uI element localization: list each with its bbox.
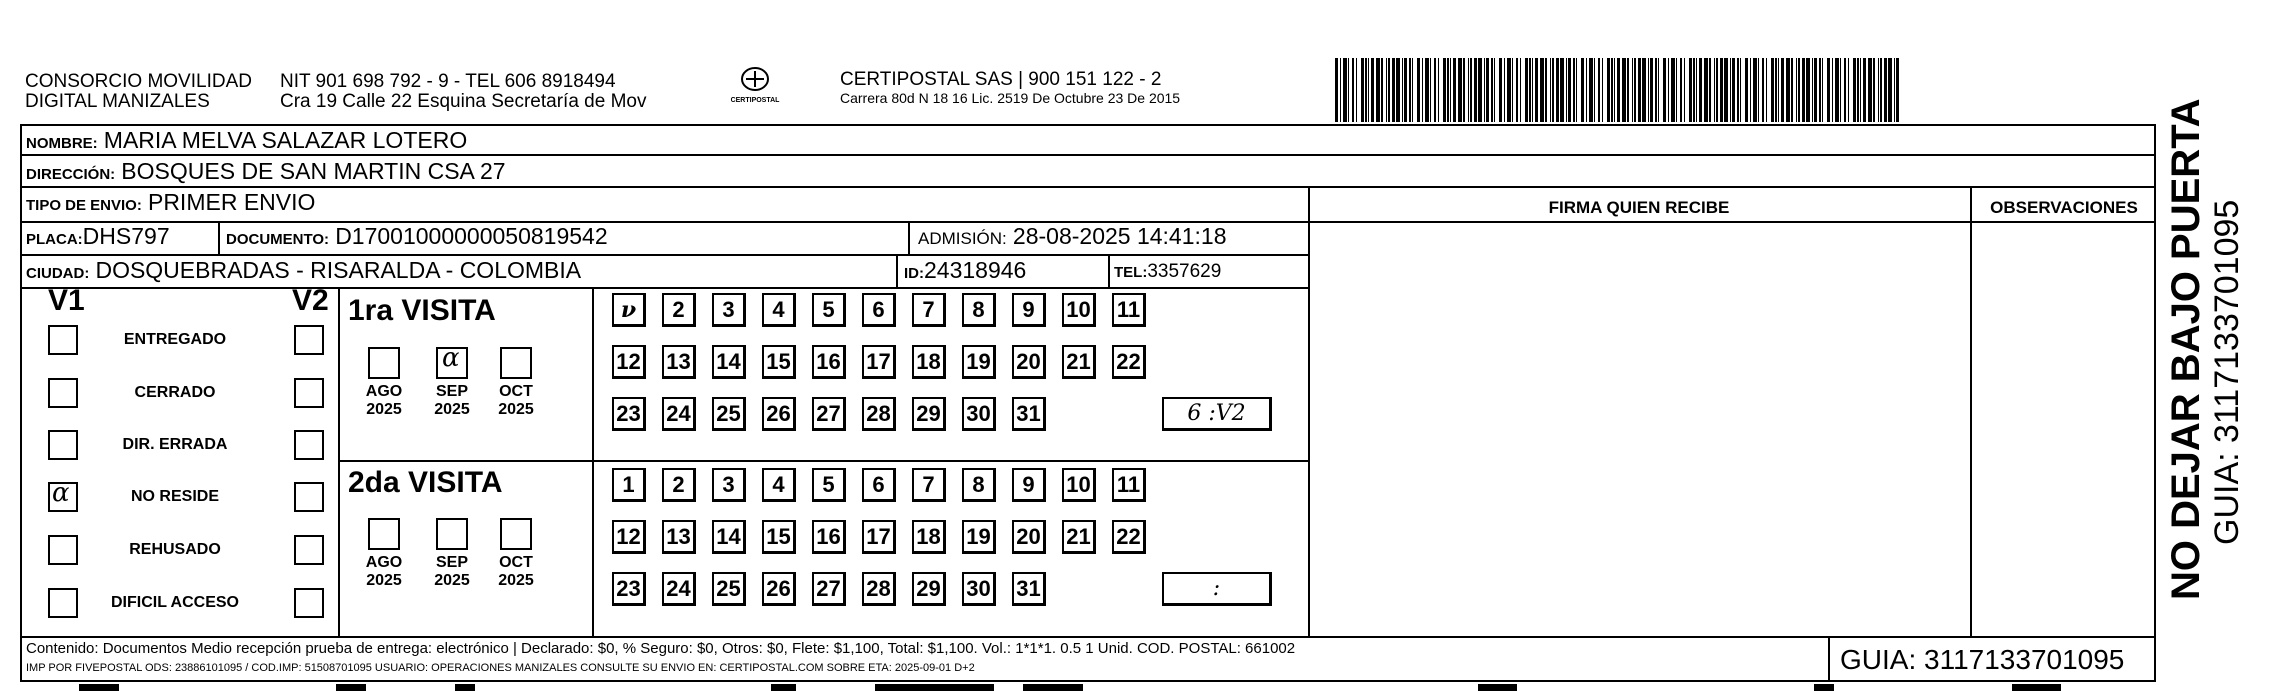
day-box[interactable]: 6	[862, 468, 896, 502]
day-box[interactable]: 23	[612, 397, 646, 431]
status-v1-checkbox[interactable]	[48, 378, 78, 408]
document-value: D17001000000050819542	[335, 223, 608, 249]
day-box[interactable]: 10	[1062, 293, 1096, 327]
day-box[interactable]: 9	[1012, 468, 1046, 502]
status-v2-checkbox[interactable]	[294, 535, 324, 565]
ship-type-label: TIPO DE ENVIO:	[26, 197, 142, 214]
city-label: CIUDAD:	[26, 265, 90, 282]
observations-header: OBSERVACIONES	[1990, 198, 2138, 217]
day-box[interactable]: 30	[962, 397, 996, 431]
month-label	[427, 554, 477, 590]
month-name: AGO	[365, 554, 403, 571]
month-name: AGO	[365, 383, 403, 400]
day-box[interactable]: 12	[612, 520, 646, 554]
day-box[interactable]: 7	[912, 293, 946, 327]
status-label: DIR. ERRADA	[122, 436, 228, 453]
time-field[interactable]: 6 :V2	[1162, 397, 1272, 431]
month-year: 2025	[366, 572, 402, 589]
signature-header: FIRMA QUIEN RECIBE	[1548, 198, 1730, 217]
month-checkbox[interactable]	[500, 347, 532, 379]
logo-icon	[740, 66, 770, 92]
name-label: NOMBRE:	[26, 135, 98, 152]
month-label	[491, 383, 541, 419]
day-box[interactable]: 10	[1062, 468, 1096, 502]
day-box[interactable]: 23	[612, 572, 646, 606]
status-v1-checkbox[interactable]	[48, 478, 78, 512]
day-box[interactable]: 17	[862, 345, 896, 379]
certipostal-logo	[730, 66, 780, 116]
day-box[interactable]: 3	[712, 293, 746, 327]
day-box[interactable]: 4	[762, 468, 796, 502]
day-box[interactable]: 31	[1012, 572, 1046, 606]
day-box[interactable]: 29	[912, 572, 946, 606]
admission-field	[918, 223, 1227, 252]
address-label: DIRECCIÓN:	[26, 166, 116, 183]
day-box[interactable]: 2	[662, 293, 696, 327]
admission-value: 28-08-2025 14:41:18	[1012, 223, 1227, 249]
status-label: CERRADO	[134, 384, 216, 401]
day-box[interactable]: 19	[962, 345, 996, 379]
day-box[interactable]: 15	[762, 345, 796, 379]
status-v2-checkbox[interactable]	[294, 325, 324, 355]
status-label: REHUSADO	[129, 541, 221, 558]
day-box[interactable]: 28	[862, 397, 896, 431]
month-year: 2025	[434, 401, 470, 418]
time-field[interactable]: :	[1162, 572, 1272, 606]
day-box[interactable]: 18	[912, 345, 946, 379]
bottom-barcode-strip	[20, 684, 2160, 691]
footer-guia: GUIA: 3117133701095	[1840, 644, 2125, 675]
plate-value: DHS797	[82, 223, 170, 249]
day-box[interactable]: 20	[1012, 520, 1046, 554]
day-box[interactable]: 27	[812, 397, 846, 431]
handwritten-check-mark: α	[52, 478, 70, 508]
footer-content-line: Contenido: Documentos Medio recepción prueba de entrega: electrónico | Declarado: $0, % Seguro: $0, Otros: $0, Flete: $1,100, Total: $1,100. Vol.: 1*1*1. 0.5 1 Unid. COD. POSTAL: 661002	[26, 640, 1296, 657]
day-box[interactable]: 11	[1112, 468, 1146, 502]
day-box[interactable]: 17	[862, 520, 896, 554]
day-box[interactable]: 31	[1012, 397, 1046, 431]
v1-header: V1	[48, 284, 85, 317]
day-box[interactable]: 24	[662, 397, 696, 431]
company-nit	[280, 72, 646, 112]
month-label	[359, 383, 409, 419]
company-line-2: DIGITAL MANIZALES	[25, 91, 210, 112]
day-box[interactable]: 5	[812, 293, 846, 327]
name-row	[26, 127, 467, 157]
day-box[interactable]: 7	[912, 468, 946, 502]
courier-line-1: CERTIPOSTAL SAS | 900 151 122 - 2	[840, 69, 1162, 90]
status-label: NO RESIDE	[130, 488, 219, 505]
month-label	[491, 554, 541, 590]
barcode-top	[1335, 58, 1905, 122]
day-box[interactable]: 24	[662, 572, 696, 606]
city-row	[26, 257, 581, 287]
day-box[interactable]: 9	[1012, 293, 1046, 327]
month-label	[427, 383, 477, 419]
month-checkbox[interactable]	[368, 347, 400, 379]
day-box[interactable]: 22	[1112, 345, 1146, 379]
day-box[interactable]: 15	[762, 520, 796, 554]
month-year: 2025	[498, 572, 534, 589]
month-checkbox[interactable]	[436, 518, 468, 550]
id-value: 24318946	[924, 257, 1027, 283]
day-box[interactable]: 22	[1112, 520, 1146, 554]
status-v1-checkbox[interactable]	[48, 535, 78, 565]
ship-type-row	[26, 189, 315, 219]
day-box[interactable]: 26	[762, 572, 796, 606]
day-box[interactable]: 8	[962, 293, 996, 327]
day-box[interactable]: 5	[812, 468, 846, 502]
status-v2-checkbox[interactable]	[294, 430, 324, 460]
document-field	[226, 223, 608, 253]
day-box[interactable]: 16	[812, 520, 846, 554]
day-box[interactable]: 25	[712, 572, 746, 606]
month-year: 2025	[366, 401, 402, 418]
day-box[interactable]: 20	[1012, 345, 1046, 379]
month-year: 2025	[498, 401, 534, 418]
address-value: BOSQUES DE SAN MARTIN CSA 27	[121, 158, 506, 184]
name-value: MARIA MELVA SALAZAR LOTERO	[103, 127, 468, 153]
nit-line-1: NIT 901 698 792 - 9 - TEL 606 8918494	[280, 71, 616, 92]
month-checkbox[interactable]	[368, 518, 400, 550]
month-name: OCT	[499, 383, 533, 400]
plate-label: PLACA:	[26, 231, 83, 248]
status-v1-checkbox[interactable]	[48, 588, 78, 618]
day-box[interactable]: 27	[812, 572, 846, 606]
day-box[interactable]: 8	[962, 468, 996, 502]
address-row	[26, 158, 506, 188]
day-box[interactable]: 28	[862, 572, 896, 606]
day-box[interactable]: 26	[762, 397, 796, 431]
day-box[interactable]: 19	[962, 520, 996, 554]
day-box[interactable]: 12	[612, 345, 646, 379]
tel-label: TEL:	[1114, 264, 1148, 281]
second-visit-title: 2da VISITA	[348, 466, 503, 499]
status-label: ENTREGADO	[123, 331, 227, 348]
admission-label: ADMISIÓN:	[918, 229, 1007, 248]
month-checkbox[interactable]	[500, 518, 532, 550]
day-box[interactable]: 4	[762, 293, 796, 327]
day-box[interactable]: 18	[912, 520, 946, 554]
day-box[interactable]: 11	[1112, 293, 1146, 327]
ship-type-value: PRIMER ENVIO	[147, 189, 316, 215]
status-v2-checkbox[interactable]	[294, 482, 324, 512]
status-v1-checkbox[interactable]	[48, 430, 78, 460]
document-label: DOCUMENTO:	[226, 231, 330, 248]
day-box[interactable]: 29	[912, 397, 946, 431]
side-guia: GUIA: 3117133701095	[2208, 199, 2246, 545]
day-box[interactable]: 2	[662, 468, 696, 502]
day-box[interactable]: ν	[612, 293, 646, 327]
month-year: 2025	[434, 572, 470, 589]
day-box[interactable]: 6	[862, 293, 896, 327]
status-v2-checkbox[interactable]	[294, 588, 324, 618]
month-label	[359, 554, 409, 590]
nit-line-2: Cra 19 Calle 22 Esquina Secretaría de Mov	[280, 91, 647, 112]
day-box[interactable]: 30	[962, 572, 996, 606]
month-name: SEP	[435, 554, 468, 571]
day-box[interactable]: 1	[612, 468, 646, 502]
tel-value: 3357629	[1147, 261, 1222, 282]
company-name	[25, 72, 252, 112]
company-line-1: CONSORCIO MOVILIDAD	[25, 71, 252, 92]
day-box[interactable]: 21	[1062, 520, 1096, 554]
status-v1-checkbox[interactable]	[48, 325, 78, 355]
day-box[interactable]: 13	[662, 520, 696, 554]
status-v2-checkbox[interactable]	[294, 378, 324, 408]
footer-imp-line: IMP POR FIVEPOSTAL ODS: 23886101095 / COD.IMP: 51508701095 USUARIO: OPERACIONES MANIZALES CONSULTE SU ENVIO EN: CERTIPOSTAL.COM SOBRE ETA: 2025-09-01 D+2	[26, 662, 975, 674]
day-box[interactable]: 21	[1062, 345, 1096, 379]
first-visit-title: 1ra VISITA	[348, 294, 496, 327]
month-name: OCT	[499, 554, 533, 571]
day-box[interactable]: 16	[812, 345, 846, 379]
v2-header: V2	[292, 284, 329, 317]
courier-info	[840, 70, 1180, 107]
day-box[interactable]: 14	[712, 520, 746, 554]
handwritten-month-mark: α	[442, 343, 460, 373]
id-field	[904, 257, 1026, 287]
day-box[interactable]: 13	[662, 345, 696, 379]
side-warning: NO DEJAR BAJO PUERTA	[2164, 98, 2208, 600]
id-label: ID:	[904, 265, 924, 282]
day-box[interactable]: 3	[712, 468, 746, 502]
logo-text: CERTIPOSTAL	[730, 97, 780, 104]
plate-row	[26, 223, 170, 253]
tel-field	[1114, 259, 1221, 286]
month-checkbox[interactable]	[436, 343, 468, 379]
day-box[interactable]: 25	[712, 397, 746, 431]
day-box[interactable]: 14	[712, 345, 746, 379]
month-name: SEP	[435, 383, 468, 400]
courier-line-2: Carrera 80d N 18 16 Lic. 2519 De Octubre 23 De 2015	[840, 90, 1181, 106]
status-label: DIFICIL ACCESO	[110, 594, 239, 611]
city-value: DOSQUEBRADAS - RISARALDA - COLOMBIA	[95, 257, 582, 283]
